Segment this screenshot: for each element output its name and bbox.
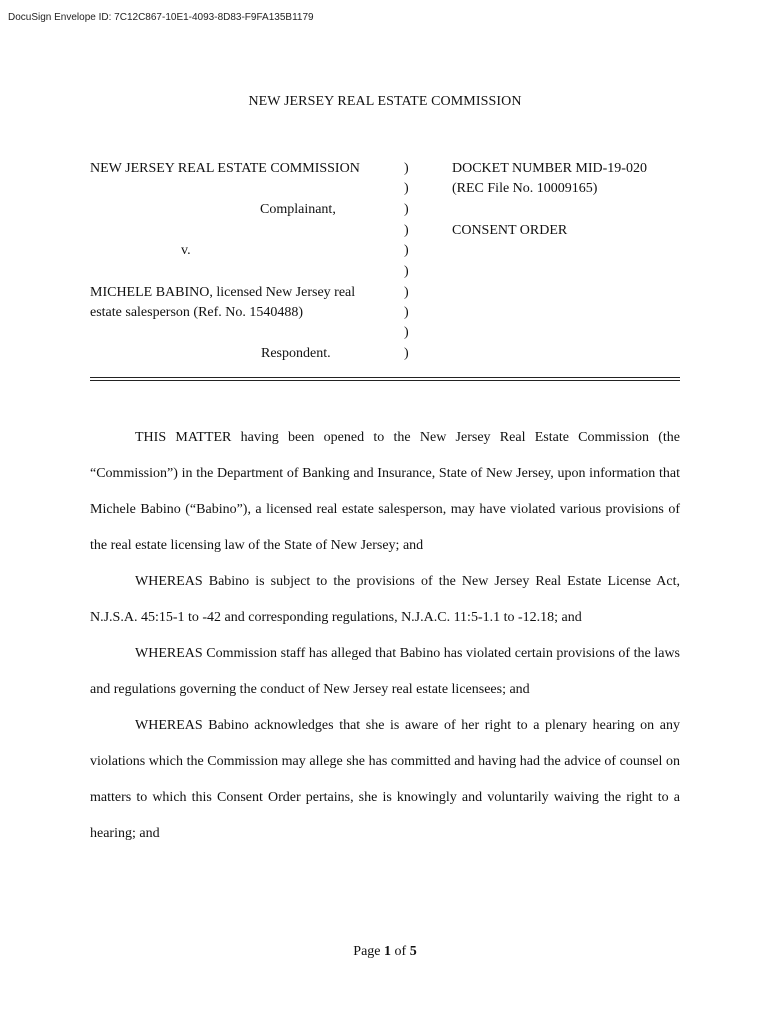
caption-parenthesis: ) (404, 285, 409, 300)
body-paragraph: WHEREAS Babino acknowledges that she is aware of her right to a plenary hearing on any violations which the Commission may allege she has committed and having had the advice of counsel on matters to which this Consent Order pertains, she is knowingly and voluntarily waiving the right to a hearing; and (90, 718, 680, 841)
document-title: NEW JERSEY REAL ESTATE COMMISSION (248, 94, 522, 109)
page-word: Page (353, 944, 381, 959)
caption-double-rule (90, 377, 680, 381)
respondent-role: Respondent. (261, 346, 331, 361)
caption-parenthesis: ) (404, 346, 409, 361)
body-paragraph: WHEREAS Commission staff has alleged that Babino has violated certain provisions of the laws and regulations governing the conduct of New Jersey real estate licensees; and (90, 646, 680, 697)
caption-parenthesis: ) (404, 305, 409, 320)
caption-parenthesis: ) (404, 223, 409, 238)
docusign-envelope-id: DocuSign Envelope ID: 7C12C867-10E1-4093-8D83-F9FA135B1179 (8, 12, 314, 23)
page-footer (0, 944, 770, 960)
of-word: of (394, 944, 407, 959)
document-type: CONSENT ORDER (452, 223, 568, 238)
versus-label: v. (181, 243, 191, 258)
rec-file-number: (REC File No. 10009165) (452, 181, 598, 196)
respondent-description-line1: MICHELE BABINO, licensed New Jersey real (90, 285, 356, 300)
docket-number: DOCKET NUMBER MID-19-020 (452, 161, 647, 176)
caption-parenthesis: ) (404, 243, 409, 258)
page-total: 5 (409, 944, 417, 959)
case-caption (0, 0, 770, 380)
caption-parenthesis: ) (404, 181, 409, 196)
caption-parenthesis: ) (404, 202, 409, 217)
order-body (90, 420, 680, 852)
caption-parenthesis: ) (404, 161, 409, 176)
caption-parenthesis: ) (404, 325, 409, 340)
body-paragraph: WHEREAS Babino is subject to the provisions of the New Jersey Real Estate License Act, N.J.S.A. 45:15-1 to -42 and corresponding regulations, N.J.A.C. 11:5-1.1 to -12.18; and (90, 574, 680, 625)
respondent-description-line2: estate salesperson (Ref. No. 1540488) (90, 305, 304, 320)
caption-parenthesis: ) (404, 264, 409, 279)
page-number: 1 (384, 944, 392, 959)
complainant-name: NEW JERSEY REAL ESTATE COMMISSION (90, 161, 360, 176)
complainant-role: Complainant, (260, 202, 336, 217)
body-paragraph: THIS MATTER having been opened to the New Jersey Real Estate Commission (the “Commission”) in the Department of Banking and Insurance, State of New Jersey, upon information that Michele Babino (“Babino”), a licensed real estate salesperson, may have violated various provisions of the real estate licensing law of the State of New Jersey; and (90, 430, 680, 553)
